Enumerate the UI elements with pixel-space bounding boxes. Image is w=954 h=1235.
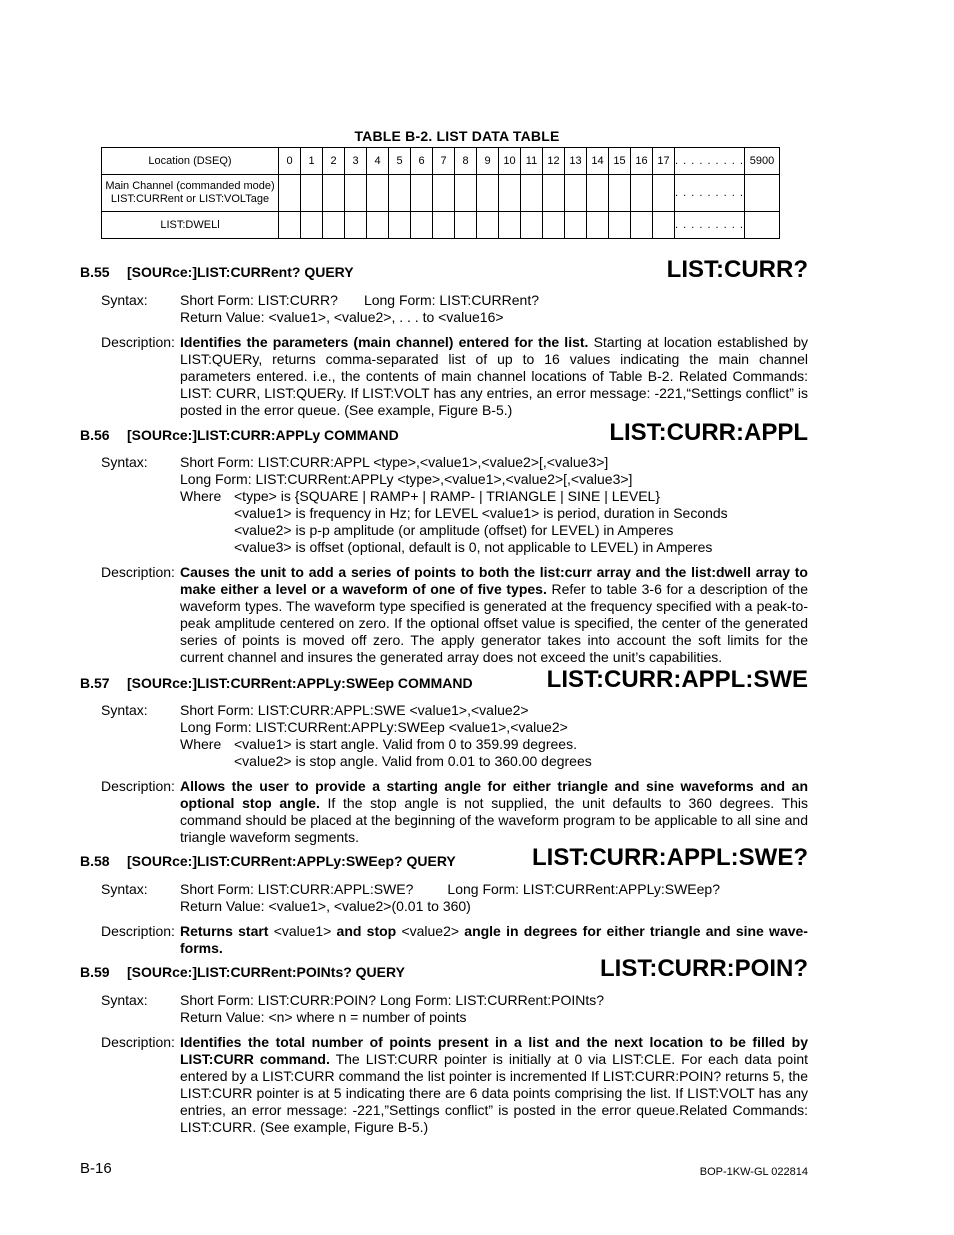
where-type: <type> is {SQUARE | RAMP+ | RAMP- | TRIANGLE | SINE | LEVEL} [234, 488, 661, 504]
section-heading-b55 [80, 264, 354, 280]
section-number: B.59 [80, 964, 110, 980]
syntax-short: Short Form: LIST:CURR? [180, 292, 338, 308]
col-1: 1 [301, 148, 323, 175]
table-cell [631, 175, 653, 212]
syntax-short: Short Form: LIST:CURR:POIN? Long Form: LIST:CURRent:POINts? [180, 992, 605, 1008]
description-text-1: <value1> [268, 923, 337, 939]
table-cell [411, 212, 433, 239]
document-id: BOP-1KW-GL 022814 [699, 1166, 808, 1178]
command-title-b58: LIST:CURR:APPL:SWE? [532, 844, 808, 871]
table-cell [744, 175, 779, 212]
row-dwell-ellipsis: . . . . . . . . . [675, 212, 745, 239]
table-cell [411, 175, 433, 212]
table-cell [587, 175, 609, 212]
return-value: Return Value: <value1>, <value2>, . . . to <value16> [180, 309, 504, 325]
table-cell [455, 175, 477, 212]
syntax-label: Syntax: [101, 992, 148, 1008]
col-7: 7 [433, 148, 455, 175]
description-bold: Identifies the parameters (main channel) entered for the list. [180, 334, 589, 350]
syntax-label: Syntax: [101, 292, 148, 308]
syntax-short: Short Form: LIST:CURR:APPL:SWE <value1>,<value2> [180, 702, 529, 718]
description-bold: Causes the unit to add a series of points to both the list:curr array and the list:dwell array to make either a level or a waveform of one of five types. [180, 564, 808, 597]
table-row-location [102, 148, 780, 175]
command-title-b59: LIST:CURR:POIN? [600, 955, 808, 982]
section-heading-b59 [80, 964, 405, 980]
col-0: 0 [279, 148, 301, 175]
syntax-label: Syntax: [101, 881, 148, 897]
table-cell [653, 212, 675, 239]
description-bold-3: angle in degrees for either triangle and sine wave-forms. [180, 923, 808, 956]
return-value: Return Value: <n> where n = number of points [180, 1009, 467, 1025]
table-cell [433, 175, 455, 212]
col-6: 6 [411, 148, 433, 175]
row-label-location: Location (DSEQ) [102, 148, 279, 175]
section-title: [SOURce:]LIST:CURRent? QUERY [127, 264, 354, 280]
table-row-dwell [102, 212, 780, 239]
where-value1: <value1> is frequency in Hz; for LEVEL <value1> is period, duration in Seconds [234, 505, 728, 521]
table-cell [279, 212, 301, 239]
page-number: B-16 [80, 1160, 112, 1177]
table-cell [345, 175, 367, 212]
description-b56 [180, 564, 808, 666]
table-cell [477, 175, 499, 212]
col-4: 4 [367, 148, 389, 175]
col-17: 17 [653, 148, 675, 175]
table-cell [609, 175, 631, 212]
where-value2: <value2> is stop angle. Valid from 0.01 to 360.00 degrees [234, 753, 592, 769]
table-cell [631, 212, 653, 239]
section-number: B.55 [80, 264, 110, 280]
table-cell [521, 212, 543, 239]
col-14: 14 [587, 148, 609, 175]
table-cell [279, 175, 301, 212]
table-cell [499, 212, 521, 239]
col-5: 5 [389, 148, 411, 175]
section-title: [SOURce:]LIST:CURRent:APPLy:SWEep? QUERY [127, 853, 456, 869]
table-cell [477, 212, 499, 239]
table-cell [744, 212, 779, 239]
where-label: Where [180, 736, 222, 752]
col-last: 5900 [744, 148, 779, 175]
list-data-table [101, 147, 780, 239]
description-label: Description: [101, 334, 175, 350]
row-main-ellipsis: . . . . . . . . . [675, 175, 745, 212]
col-3: 3 [345, 148, 367, 175]
row-label-main-line2: LIST:CURRent or LIST:VOLTage [110, 193, 270, 205]
table-cell [653, 175, 675, 212]
table-cell [367, 175, 389, 212]
table-cell [455, 212, 477, 239]
description-b58 [180, 923, 808, 957]
table-cell [301, 175, 323, 212]
description-bold: Identifies the total number of points present in a list and the next location to be filled by LIST:CURR command. [180, 1034, 808, 1067]
col-8: 8 [455, 148, 477, 175]
syntax-long: Long Form: LIST:CURRent? [363, 292, 540, 308]
table-cell [323, 212, 345, 239]
section-number: B.57 [80, 675, 110, 691]
col-15: 15 [609, 148, 631, 175]
description-label: Description: [101, 564, 175, 580]
row-label-main-line1: Main Channel (commanded mode) [105, 180, 275, 192]
table-cell [367, 212, 389, 239]
section-heading-b57 [80, 675, 473, 691]
syntax-long: Long Form: LIST:CURRent:APPLy:SWEep <value1>,<value2> [180, 719, 568, 735]
table-caption: TABLE B-2. LIST DATA TABLE [354, 128, 560, 144]
description-text: Refer to table 3-6 for a description of the waveform types. The waveform type specified is generated at the frequency specified with a peak-to-peak amplitude centered on zero. If the optional offset value is specified, the center of the generated series of points is moved off zero. The apply generator takes into account the soft limits for the current channel and insures the generated array does not exceed the unit’s capabilities. [180, 581, 808, 665]
command-title-b56: LIST:CURR:APPL [609, 419, 808, 446]
return-value: Return Value: <value1>, <value2>(0.01 to 360) [180, 898, 471, 914]
syntax-long: Long Form: LIST:CURRent:APPLy:SWEep? [447, 881, 720, 897]
table-cell [543, 212, 565, 239]
section-heading-b58 [80, 853, 456, 869]
description-text-2: <value2> [396, 923, 465, 939]
table-cell [521, 175, 543, 212]
description-bold: Allows the user to provide a starting angle for either triangle and sine waveforms and an optional stop angle. [180, 778, 808, 811]
col-12: 12 [543, 148, 565, 175]
col-9: 9 [477, 148, 499, 175]
description-text: Starting at location established by LIST:QUERy, returns comma-separated list of up to 16 values indicating the main channel parameters entered. i.e., the contents of main channel locations of Table B-2. Related Commands: LIST: CURR, LIST:QUERy. If LIST:VOLT has any entries, an error message: -221,“Settings conflict” is posted in the error queue. (See example, Figure B-5.) [180, 334, 808, 418]
description-label: Description: [101, 923, 175, 939]
section-number: B.58 [80, 853, 110, 869]
description-b55 [180, 334, 808, 419]
table-cell [609, 212, 631, 239]
table-cell [543, 175, 565, 212]
table-cell [323, 175, 345, 212]
section-number: B.56 [80, 427, 110, 443]
description-label: Description: [101, 778, 175, 794]
table-cell [499, 175, 521, 212]
description-bold-2: and stop [336, 923, 397, 939]
col-16: 16 [631, 148, 653, 175]
syntax-line [180, 292, 539, 308]
syntax-short: Short Form: LIST:CURR:APPL <type>,<value1>,<value2>[,<value3>] [180, 454, 609, 470]
section-title: [SOURce:]LIST:CURR:APPLy COMMAND [127, 427, 399, 443]
description-text: The LIST:CURR pointer is initially at 0 via LIST:CLE. For each data point entered by a LIST:CURR command the list pointer is incremented If LIST:CURR:POIN? returns 5, the LIST:CURR pointer is at 5 indicating there are 6 data points comprising the list. If LIST:VOLT has any entries, an error message: -221,”Settings conflict” is posted in the error queue.Related Commands: LIST:CURR. (See example, Figure B-5.) [180, 1051, 808, 1135]
where-value2: <value2> is p-p amplitude (or amplitude (offset) for LEVEL) in Amperes [234, 522, 674, 538]
command-title-b57: LIST:CURR:APPL:SWE [546, 666, 808, 693]
col-10: 10 [499, 148, 521, 175]
col-2: 2 [323, 148, 345, 175]
table-cell [565, 212, 587, 239]
col-ellipsis: . . . . . . . . . [675, 148, 745, 175]
section-title: [SOURce:]LIST:CURRent:APPLy:SWEep COMMAND [127, 675, 473, 691]
description-label: Description: [101, 1034, 175, 1050]
syntax-label: Syntax: [101, 454, 148, 470]
description-b57 [180, 778, 808, 846]
table-row-main-channel [102, 175, 780, 212]
syntax-line [180, 881, 720, 897]
where-label: Where [180, 488, 222, 504]
where-value3: <value3> is offset (optional, default is 0, not applicable to LEVEL) in Amperes [234, 539, 713, 555]
row-label-main-channel [102, 175, 279, 212]
col-13: 13 [565, 148, 587, 175]
table-cell [565, 175, 587, 212]
row-label-dwell: LIST:DWELl [102, 212, 279, 239]
syntax-short: Short Form: LIST:CURR:APPL:SWE? [180, 881, 414, 897]
where-value1: <value1> is start angle. Valid from 0 to 359.99 degrees. [234, 736, 577, 752]
table-cell [389, 212, 411, 239]
table-cell [389, 175, 411, 212]
command-title-b55: LIST:CURR? [666, 256, 808, 283]
description-text: If the stop angle is not supplied, the unit defaults to 360 degrees. This command should be placed at the beginning of the waveform program to be applicable to all sine and triangle waveform segments. [180, 795, 808, 845]
syntax-label: Syntax: [101, 702, 148, 718]
description-bold-1: Returns start [180, 923, 269, 939]
description-b59 [180, 1034, 808, 1136]
section-heading-b56 [80, 427, 399, 443]
table-cell [433, 212, 455, 239]
table-cell [301, 212, 323, 239]
section-title: [SOURce:]LIST:CURRent:POINts? QUERY [127, 964, 405, 980]
syntax-long: Long Form: LIST:CURRent:APPLy <type>,<value1>,<value2>[,<value3>] [180, 471, 633, 487]
table-cell [587, 212, 609, 239]
col-11: 11 [521, 148, 543, 175]
table-cell [345, 212, 367, 239]
